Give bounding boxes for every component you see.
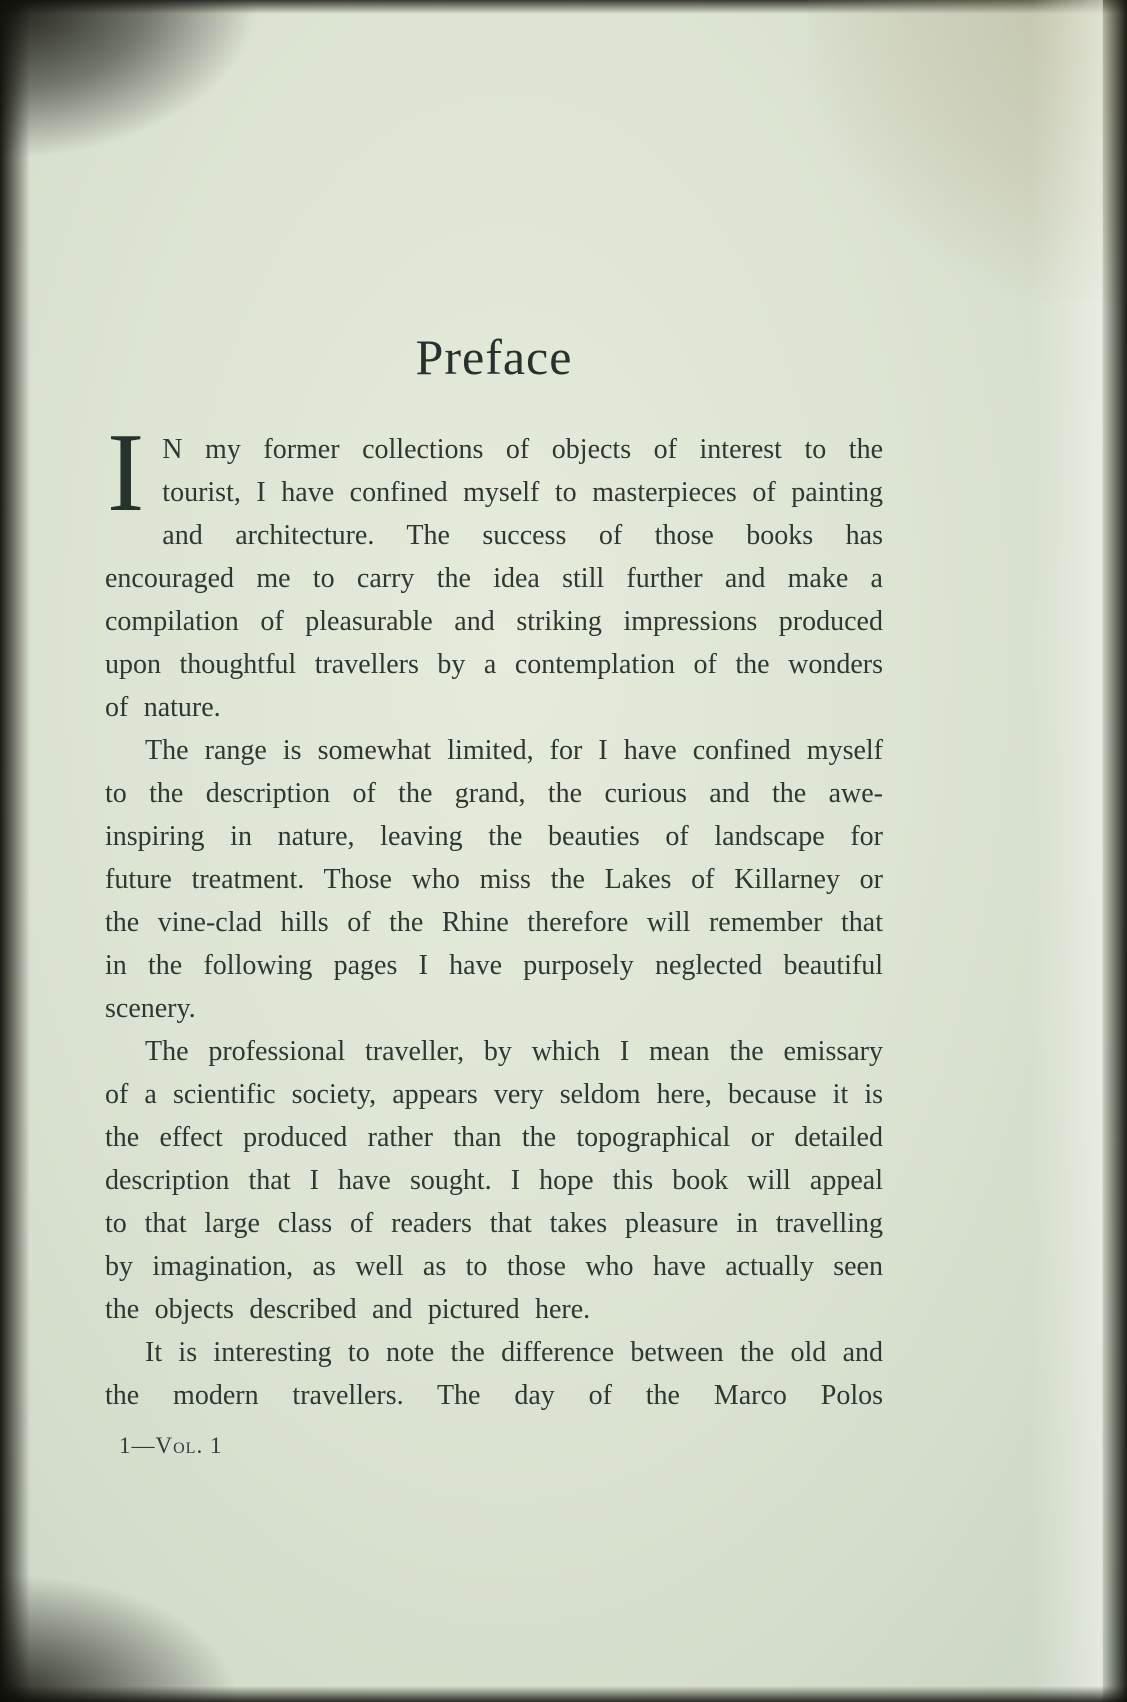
paragraph-1: [105, 411, 883, 729]
scan-edge-right: [1101, 0, 1127, 1702]
paragraph-4: It is interesting to note the difference between the old and the modern travellers. The day of the Marco Polos: [105, 1337, 883, 1411]
scan-edge-left: [0, 0, 30, 1702]
page-body: [105, 411, 883, 1417]
scan-edge-bottom: [0, 1686, 1127, 1702]
scan-edge-bottom-left: [0, 1572, 240, 1702]
page-content: [105, 0, 883, 1459]
page-title: Preface: [415, 329, 573, 385]
scan-page-curl-highlight: [1031, 0, 1103, 1702]
paragraph-2: The range is somewhat limited, for I have confined myself to the description of the grand, the curious and the awe-inspiring in nature, leaving the beauties of landscape for future treatment. Those who miss the Lakes of Killarney or the vine-clad hills of the Rhine therefore will remember that in the following pages I have purposely neglected beautiful scenery.: [105, 735, 883, 1024]
paragraph-3: The professional traveller, by which I mean the emissary of a scientific society, appears very seldom here, because it is the effect produced rather than the topographical or detailed description that I have sought. I hope this book will appeal to that large class of readers that takes pleasure in travelling by imagination, as well as to those who have actually seen the objects described and pictured here.: [105, 1036, 883, 1325]
paragraph-1-text: N my former collections of objects of interest to the tourist, I have confined myself to masterpieces of painting and architecture. The success of those books has encouraged me to carry the idea still further and make a compilation of pleasurable and striking impressions produced upon thoughtful travellers by a contemplation of the wonders of nature.: [105, 434, 883, 723]
page-signature: 1—Vol. 1: [119, 1433, 223, 1458]
drop-cap: I: [107, 411, 145, 535]
